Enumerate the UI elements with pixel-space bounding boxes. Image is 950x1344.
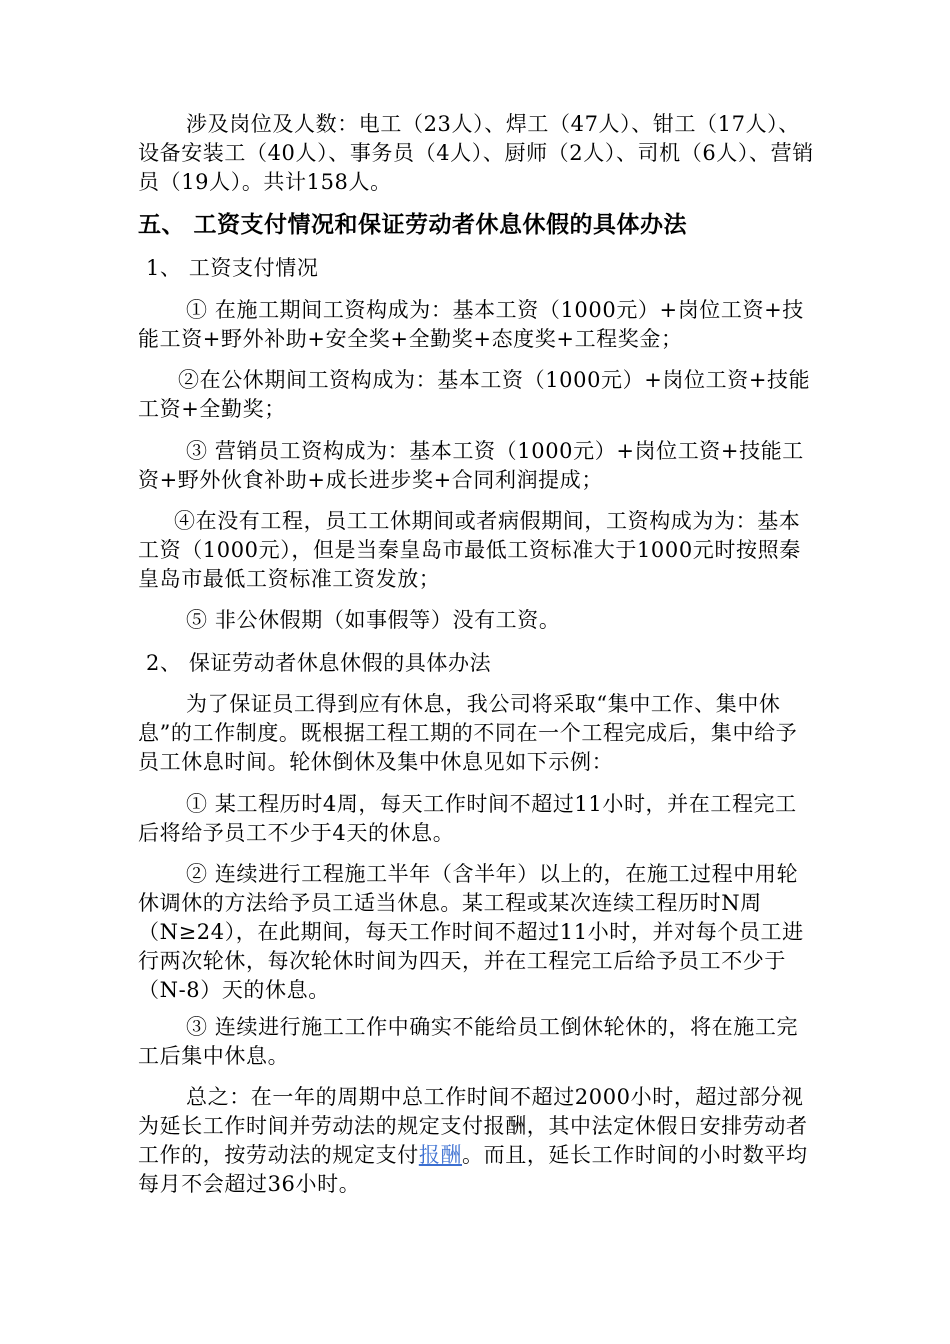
wage-item-5: ⑤ 非公休假期（如事假等）没有工资。: [186, 608, 561, 632]
wage-item-1: ① 在施工期间工资构成为：基本工资（1000元）+岗位工资+技能工资+野外补助+安全奖+全勤奖+态度奖+工程奖金；: [138, 298, 804, 351]
remuneration-link[interactable]: 报酬: [418, 1143, 463, 1167]
subsection-1-title: 1、 工资支付情况: [146, 256, 319, 280]
rest-item-2: ② 连续进行工程施工半年（含半年）以上的，在施工过程中用轮休调休的方法给予员工适当休息。某工程或某次连续工程历时N周（N≥24），在此期间，每天工作时间不超过11小时，并对每个员工进行两次轮休，每次轮休时间为四天，并在工程完工后给予员工不少于（N-8）天的休息。: [138, 862, 804, 1002]
section-five-heading: 五、 工资支付情况和保证劳动者休息休假的具体办法: [138, 212, 688, 238]
positions-paragraph: 涉及岗位及人数：电工（23人）、焊工（47人）、钳工（17人）、设备安装工（40人）、事务员（4人）、厨师（2人）、司机（6人）、营销员（19人）。共计158人。: [138, 112, 814, 194]
rest-item-1: ① 某工程历时4周，每天工作时间不超过11小时，并在工程完工后将给予员工不少于4天的休息。: [138, 792, 797, 845]
summary-text-end: 。而且，延长工作时间的小时数平均每月不会超过36小时。: [138, 1143, 808, 1196]
wage-item-4: ④在没有工程，员工工休期间或者病假期间，工资构成为为：基本工资（1000元），但是当秦皇岛市最低工资标准大于1000元时按照秦皇岛市最低工资标准工资发放；: [138, 509, 801, 591]
rest-item-3: ③ 连续进行施工工作中确实不能给员工倒休轮休的，将在施工完工后集中休息。: [138, 1015, 799, 1068]
wage-item-2: ②在公休期间工资构成为：基本工资（1000元）+岗位工资+技能工资+全勤奖；: [138, 368, 811, 421]
subsection-2-title: 2、 保证劳动者休息休假的具体办法: [146, 651, 492, 675]
wage-item-3: ③ 营销员工资构成为：基本工资（1000元）+岗位工资+技能工资+野外伙食补助+成长进步奖+合同利润提成；: [138, 439, 804, 492]
summary-paragraph: [138, 1083, 814, 1199]
rest-intro-paragraph: 为了保证员工得到应有休息，我公司将采取“集中工作、集中休息”的工作制度。既根据工程工期的不同在一个工程完成后，集中给予员工休息时间。轮休倒休及集中休息见如下示例：: [138, 692, 798, 774]
summary-text-start: 总之：在一年的周期中总工作时间不超过2000小时，超过部分视为延长工作时间并劳动法的规定支付报酬，其中法定休假日安排劳动者工作的，按劳动法的规定支付: [138, 1085, 808, 1167]
